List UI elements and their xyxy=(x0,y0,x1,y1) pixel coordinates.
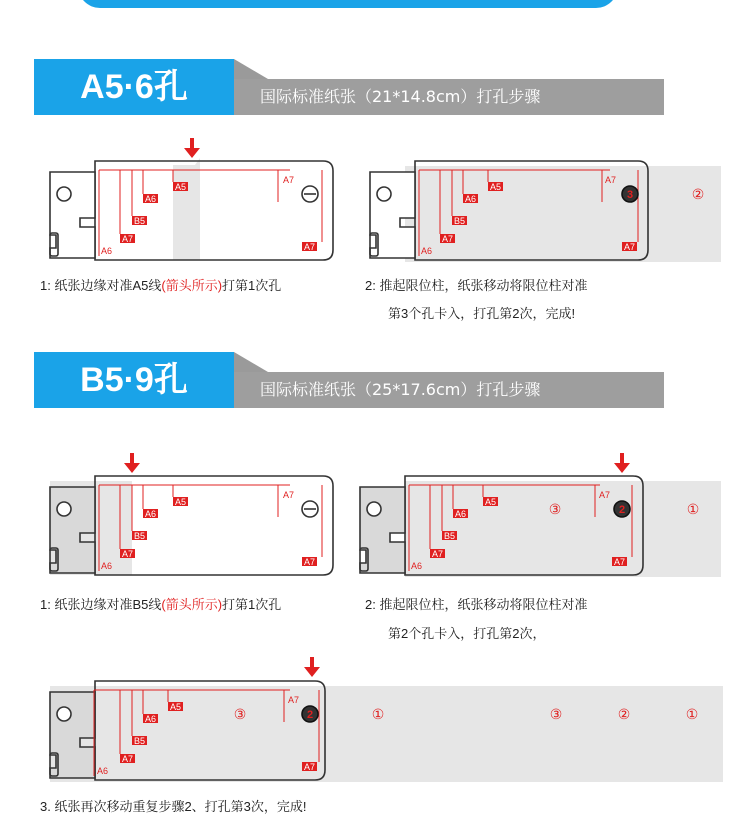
step-caption-b5-3: 3. 纸张再次移动重复步骤2、打孔第3次，完成! xyxy=(40,799,307,814)
guide-label-a7: A7 xyxy=(442,234,454,244)
diagram-b5-step3 xyxy=(40,655,724,785)
diagram-b5-step2 xyxy=(350,445,722,583)
hole-number: ② xyxy=(617,706,631,722)
arrow-note: (箭头所示) xyxy=(161,597,223,612)
section-title-b5: 国际标准纸张（25*17.6cm）打孔步骤 xyxy=(234,372,664,408)
guide-label-a7: A7 xyxy=(432,549,444,559)
guide-label-a6: A6 xyxy=(145,509,157,519)
arrow-note: (箭头所示) xyxy=(161,278,223,293)
section-header-a5 xyxy=(34,59,664,117)
guide-label-a7: A7 xyxy=(288,695,300,705)
hole-number: ③ xyxy=(233,706,247,722)
guide-label-a7: A7 xyxy=(122,549,134,559)
guide-label-a6: A6 xyxy=(145,714,157,724)
diagram-a5-step2 xyxy=(360,130,722,268)
guide-label-b5: B5 xyxy=(134,531,146,541)
guide-label-a7: A7 xyxy=(283,175,295,185)
hole-number: ③ xyxy=(548,501,562,517)
arrow-down-icon xyxy=(124,453,140,473)
guide-label-a6: A6 xyxy=(145,194,157,204)
guide-label-a7: A7 xyxy=(122,234,134,244)
section-title-a5: 国际标准纸张（21*14.8cm）打孔步骤 xyxy=(234,79,664,115)
step-caption-b5-2-line2: 第2个孔卡入，打孔第2次， xyxy=(388,626,546,641)
arrow-down-icon xyxy=(184,138,200,158)
paper-sheet xyxy=(173,158,200,260)
guide-label-a5: A5 xyxy=(175,182,187,192)
pin-hole-number: 2 xyxy=(618,504,626,516)
guide-label-a7: A7 xyxy=(304,557,316,567)
guide-label-a6: A6 xyxy=(97,766,109,776)
diagram-a5-step1 xyxy=(40,130,340,268)
guide-label-a6: A6 xyxy=(455,509,467,519)
guide-label-a6: A6 xyxy=(465,194,477,204)
top-banner-bar xyxy=(78,0,618,8)
guide-label-b5: B5 xyxy=(134,216,146,226)
paper-sheet xyxy=(405,481,721,577)
locating-pin xyxy=(302,501,318,517)
guide-label-a6: A6 xyxy=(101,246,113,256)
locating-pin xyxy=(302,186,318,202)
hole-number: ① xyxy=(686,501,700,517)
guide-label-a7: A7 xyxy=(605,175,617,185)
guide-label-a5: A5 xyxy=(490,182,502,192)
pin-hole-number: 2 xyxy=(306,709,314,721)
guide-label-a5: A5 xyxy=(175,497,187,507)
step-caption-b5-2-line1: 2: 推起限位柱，纸张移动将限位柱对准 xyxy=(365,597,588,612)
guide-label-a7: A7 xyxy=(304,242,316,252)
guide-label-a7: A7 xyxy=(599,490,611,500)
header-fold xyxy=(234,59,268,79)
guide-label-a7: A7 xyxy=(283,490,295,500)
section-badge-a5: A5·6孔 xyxy=(34,59,234,115)
guide-label-b5: B5 xyxy=(454,216,466,226)
step-caption-b5-1: 1: 纸张边缘对准B5线(箭头所示)打第1次孔 xyxy=(40,597,282,612)
guide-label-a7: A7 xyxy=(624,242,636,252)
guide-label-a5: A5 xyxy=(485,497,497,507)
paper-sheet xyxy=(50,686,723,782)
hole-number: ① xyxy=(371,706,385,722)
step-caption-a5-2-line1: 2: 推起限位柱，纸张移动将限位柱对准 xyxy=(365,278,588,293)
guide-label-a7: A7 xyxy=(304,762,316,772)
guide-label-a7: A7 xyxy=(122,754,134,764)
arrow-down-icon xyxy=(614,453,630,473)
guide-label-b5: B5 xyxy=(444,531,456,541)
guide-label-a7: A7 xyxy=(614,557,626,567)
guide-label-a6: A6 xyxy=(101,561,113,571)
guide-label-a6: A6 xyxy=(421,246,433,256)
step-caption-a5-2-line2: 第3个孔卡入，打孔第2次，完成! xyxy=(388,306,576,321)
pin-hole-number: 3 xyxy=(626,189,634,201)
hole-number: ① xyxy=(685,706,699,722)
diagram-b5-step1 xyxy=(40,445,340,583)
guide-label-b5: B5 xyxy=(134,736,146,746)
step-caption-a5-1: 1: 纸张边缘对准A5线(箭头所示)打第1次孔 xyxy=(40,278,282,293)
header-fold xyxy=(234,352,268,372)
arrow-down-icon xyxy=(304,657,320,677)
section-header-b5 xyxy=(34,352,664,410)
section-badge-b5: B5·9孔 xyxy=(34,352,234,408)
hole-number: ② xyxy=(691,186,705,202)
guide-label-a5: A5 xyxy=(170,702,182,712)
guide-label-a6: A6 xyxy=(411,561,423,571)
hole-number: ③ xyxy=(549,706,563,722)
